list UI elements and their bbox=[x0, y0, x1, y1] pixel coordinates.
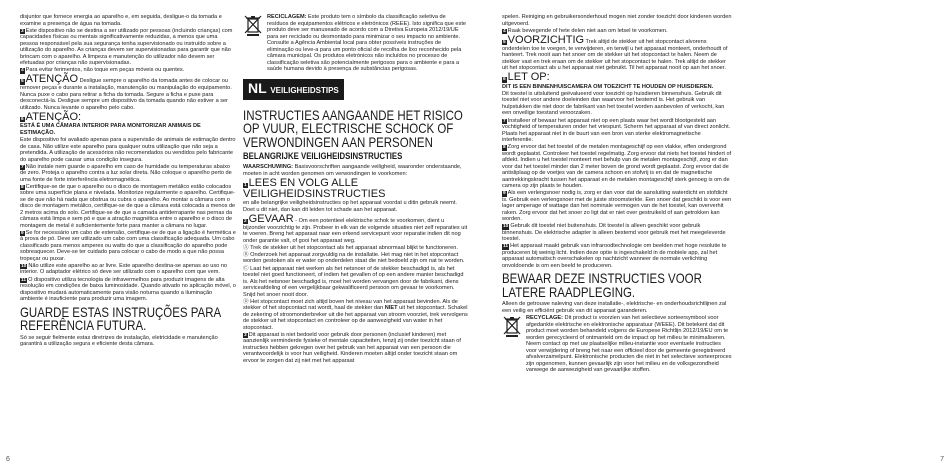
paragraph-text: Het apparaat maakt gebruik van infraroodtechnologie om beelden met hoge resolutie te produceren bij weinig licht. Indien deze optie is ingeschakeld in de mobiele app, zal het apparaat automatisch overschakelen op nachtzicht wanneer de normale verlichting onvoldoende is om een beeld te produceren. bbox=[502, 243, 727, 269]
paragraph-text: - Om een potentieel elektrische schok te voorkomen, dient u bijzonder voorzichtig te zijn. Probeer in elk van de volgende situaties niet zelf reparaties uit te voeren. Breng het apparaat naar een erkend servicepunt voor reparatie indien dit nog onder garantie valt, of gooi het apparaat weg. bbox=[243, 217, 468, 244]
paragraph-text: Laat het apparaat niet werken als het netsnoer of de stekker beschadigd is, als het toestel niet goed functioneert, of indien het gevallen of op een andere manier beschadigd is. Als het netsnoer beschadigd is, moet het worden vervangen door de fabrikant, diens serviceafdeling of een vergelijkbaar gekwalificeerd persoon om gevaar te voorkomen. Snijd het snoer nooit door. bbox=[243, 265, 464, 298]
item-number: 1 bbox=[244, 182, 247, 188]
language-code: NL bbox=[248, 79, 267, 96]
portuguese-column bbox=[20, 14, 236, 444]
item-number: 9 bbox=[21, 230, 24, 236]
item-number: 10 bbox=[21, 263, 27, 269]
paragraph bbox=[502, 144, 732, 190]
paragraph bbox=[502, 72, 732, 83]
keep-instructions-heading: BEWAAR DEZE INSTRUCTIES VOOR LATERE RAADPLEGING. bbox=[502, 270, 702, 300]
item-number: 5 bbox=[503, 39, 506, 45]
paragraph-text: Não utilize este aparelho ao ar livre. Este aparelho destina-se apenas ao uso no interior. O adaptador elétrico só deve ser utilizado com o aparelho com que vem. bbox=[20, 262, 228, 276]
recycling-text bbox=[526, 315, 732, 374]
paragraph bbox=[502, 118, 732, 144]
page-number-left: 6 bbox=[6, 456, 10, 463]
paragraph bbox=[243, 178, 468, 200]
item-number: 10 bbox=[503, 224, 509, 230]
danger-heading: GEVAAR bbox=[248, 212, 294, 225]
page-number-right: 7 bbox=[940, 456, 944, 463]
recycling-label: RECICLAGEM: bbox=[267, 14, 307, 20]
paragraph-text: Het stopcontact moet zich altijd boven het niveau van het apparaat bevinden. Als de stekker of het stopcontact nat wordt, haal de stekker dan bbox=[243, 298, 458, 312]
dutch-column-1 bbox=[243, 14, 468, 464]
item-number: 11 bbox=[503, 244, 509, 250]
paragraph bbox=[20, 277, 236, 303]
item-number: 3 bbox=[244, 332, 247, 338]
paragraph-text: uit het stopcontact. Schakel de zekering of stroomonderbreker uit die het apparaat van stroom voorziet, trek vervolgens de stekker uit het stopcontact en controleer op de aanwezigheid van water in het stopcontact. bbox=[243, 305, 468, 331]
recycling-label: RECYCLAGE: bbox=[526, 315, 563, 322]
paragraph-text: Não instale nem guarde o aparelho em caso de humidade ou temperaturas abaixo de zero. Proteja o aparelho contra a luz solar direta. Não coloque o aparelho perto de uma fonte de forte interferência eletromagnética. bbox=[20, 163, 232, 183]
item-number: 6 bbox=[503, 77, 506, 83]
crossed-bin-icon bbox=[502, 315, 522, 337]
camera-notice: DIT IS EEN BINNENHUISCAMERA OM TOEZICHT TE HOUDEN OP HUISDIEREN. bbox=[502, 83, 714, 90]
section-title: INSTRUCTIES AANGAANDE HET RISICO OP VUUR, ELECTRISCHE SCHOCK OF VERWONDINGEN AAN PERSONEN bbox=[243, 106, 463, 150]
paragraph bbox=[20, 74, 236, 111]
paragraph: disjuntor que fornece energia ao aparelho e, em seguida, desligue-o da tomada e examine a presença de água na tomada. bbox=[20, 14, 222, 27]
paragraph bbox=[502, 223, 732, 243]
paragraph bbox=[502, 35, 732, 72]
paragraph bbox=[243, 266, 468, 299]
paragraph: Só se seguir fielmente estas diretrizes de instalação, eletricidade e manutenção garantirá a utilização segura e eficiente desta câmara. bbox=[20, 334, 218, 348]
bullet-b-icon: Ⓑ bbox=[243, 251, 249, 258]
paragraph bbox=[20, 164, 236, 184]
item-number: 11 bbox=[21, 277, 27, 283]
bullet-d-icon: Ⓓ bbox=[243, 298, 249, 305]
paragraph-text: Desligue sempre o aparelho da tomada antes de colocar ou remover peças e durante a instalação, manutenção ou manipulação do equipamento. Nunca puxe o cabo para retirar a ficha da tomada. Segure a ficha e puxe para desconectá-la. Desligue sempre um dispositivo da tomada quando não estiver a ser utilizado. Nunca levante o aparelho pelo cabo. bbox=[20, 78, 232, 111]
paragraph bbox=[243, 252, 468, 265]
paragraph-text: Raak bewegende of hete delen niet aan om letsel te voorkomen. bbox=[507, 27, 668, 34]
paragraph bbox=[243, 164, 468, 177]
warning-label: WAARSCHUWING: bbox=[243, 164, 294, 170]
badge-subtitle: VEILIGHEIDSTIPS bbox=[270, 85, 339, 95]
paragraph-text: O dispositivo utiliza tecnologia de infravermelhos para produzir imagens de alta resolução em condições de baixa luminosidade. Quando ativado no aplicação móvel, o dispositivo mudará automaticamente para visão noturna quando a iluminação ambiente é insuficiente para produzir uma imagem. bbox=[20, 276, 236, 303]
item-number: 9 bbox=[503, 191, 506, 197]
item-number: 2 bbox=[244, 218, 247, 224]
bullet-c-icon: Ⓒ bbox=[243, 265, 249, 272]
warning-heading: ATENÇÃO bbox=[25, 73, 79, 86]
paragraph-text: Este dispositivo não se destina a ser utilizado por pessoas (incluindo crianças) com capacidades físicas ou mentais significativamente reduzidas, a menos que uma pessoa responsável pela sua segurança tenha supervisionado ou instruído sobre a utilização do aparelho. As crianças devem ser supervisionadas para garantir que não brincam com o aparelho. A limpeza e manutenção do utilizador não devem ser efetuadas por crianças não supervisionadas. bbox=[20, 27, 233, 67]
paragraph-text: Para evitar ferimentos, não toque em peças móveis ou quentes. bbox=[25, 67, 185, 74]
read-all-heading: LEES EN VOLG ALLE VEILIGHEIDSINSTRUCTIES bbox=[243, 176, 386, 200]
recycling-body: Dit product is voorzien van het selectieve sorteersymbool voor afgedankte elektrische en elektronische apparatuur (WEEE). Dit betekent dat dit product moet worden behandeld volgens de Europese Richtlijn 2012/19/EU om te worden gerecycleerd of ontmanteld om de impact op het milieu te minimaliseren. Neem contact op met uw plaatselijke milieu-instantie voor eventuele instructies voor verwijdering of breng het naar een officieel door de gemeente geregistreerd afvalverzamelpunt. Elektronische producten die niet in het selectieve sorteerproces zijn opgenomen, kunnen gevaarlijk zijn voor het milieu en de volksgezondheid vanwege de aanwezigheid van gevaarlijke stoffen. bbox=[526, 315, 732, 374]
paragraph-text: Dit apparaat is niet bedoeld voor gebruik door personen (inclusief kinderen) met aanzienlijk verminderde fysieke of mentale capaciteiten, tenzij zij onder toezicht staan of instructies hebben gekregen over het gebruik van het apparaat van een persoon die verantwoordelijk is voor hun veiligheid. Kinderen moeten altijd onder toezicht staan om ervoor te zorgen dat zij niet met het apparaat bbox=[243, 331, 461, 364]
recycling-block bbox=[243, 14, 468, 73]
item-number: 3 bbox=[21, 28, 24, 34]
paragraph bbox=[243, 299, 468, 332]
paragraph-text: Zorg ervoor dat het toestel of de metalen montageschijf op een vlakke, effen ondergrond wordt geplaatst. Controleer het toestel regelmatig. Zorg ervoor dat niets het toestel hindert of afdekt. Indien u het toestel monteert met behulp van de metalen montageschijf, zorg er dan voor dat het toestel minder dan 2 meter boven de grond wordt geplaatst. Zorg ervoor dat de antisliplaag op de voetjes van de camera schoon en stofvrij is en dat de magnetische aantrekkingskracht tussen het apparaat en de metalen montageschijf sterk genoeg is om de camera op zijn plaats te houden. bbox=[502, 144, 732, 190]
item-number: 8 bbox=[503, 145, 506, 151]
paragraph: Este dispositivo foi avaliado apenas para a supervisão de animais de estimação dentro de casa. Não utilize este aparelho para qualquer outra utilização que não seja a pretendida. A utilização de acessórios não recomendados ou vendidos pelo fabricante do aparelho pode causar uma condição insegura. bbox=[20, 137, 236, 163]
paragraph-text: Onderzoek het apparaat zorgvuldig na de installatie. Het mag niet in het stopcontact worden gestoken als er water op onderdelen staat die niet bedoeld zijn om nat te worden. bbox=[243, 251, 465, 265]
paragraph bbox=[502, 243, 732, 269]
recycling-text bbox=[267, 14, 468, 73]
paragraph bbox=[502, 190, 732, 223]
paragraph bbox=[243, 214, 468, 245]
emphasis: NIET bbox=[384, 305, 398, 312]
item-number: 5 bbox=[21, 79, 24, 85]
paragraph-text: Als een verlengsnoer nodig is, zorg er dan voor dat de aansluiting waterdicht en stofdicht is. Gebruik een verlengsnoer met de juiste stroomsterkte. Een snoer dat geschikt is voor een lager amperage of wattage dan het nominale vermogen van de het toestel, kan oververhit raken. Zorg ervoor dat het snoer zo ligt dat er niet over gestruikeld of aan getrokken kan worden. bbox=[502, 190, 732, 223]
paragraph-text: Certifique-se de que o aparelho ou o disco de montagem metálico estão colocados sobre uma superfície plana e nivelada. Monitorize regularmente o aparelho. Certifique-se de que não há nada que obstrua ou cubra o aparelho. Ao montar a câmara com o disco de montagem metálico, certifique-se de que a câmara está colocada a menos de 2 metros acima do solo. Certifique-se de que a camada antiderrapante nas pernas da câmara está limpa e sem pó e que a atração magnética entre o aparelho e o disco de montagem de metal é suficientemente forte para manter a câmara no lugar. bbox=[20, 183, 236, 229]
paragraph bbox=[20, 263, 236, 276]
recycling-body: Este produto tem o símbolo da classificação seletiva de resíduos de equipamentos elétricos e eletrónicos (REEE). Isto significa que este produto deve ser manuseado de acordo com a Diretiva Europeia 2012/19/UE para ser reciclado ou desmontado para minimizar o seu impacto no ambiente. Consulte a Agência Ambiental local para obter possíveis instruções de eliminação ou leve-a para um ponto oficial de recolha de lixo reconhecido pela câmara municipal. Os produtos eletrónicos não incluídos no processo de classificação seletiva são potencialmente perigosos para o ambiente e para a saúde humana devido à presença de substâncias perigosas. bbox=[267, 14, 466, 72]
paragraph bbox=[243, 245, 468, 252]
item-number: 4 bbox=[503, 28, 506, 34]
paragraph-text: Gebruik dit toestel niet buitenshuis. Dit toestel is alleen geschikt voor gebruik binnenshuis. De elektrische adapter is alleen bestemd voor gebruik met het meegeleverde toestel. bbox=[502, 223, 726, 243]
section-subtitle: BELANGRIJKE VEILIGHEIDSINSTRUCTIES bbox=[243, 151, 403, 162]
paragraph bbox=[20, 184, 236, 230]
item-number: 6 bbox=[21, 116, 24, 122]
paragraph: Alleen de getrouwe naleving van deze installatie-, elektrische- en onderhoudsrichtlijnen zal een veilig en efficiënt gebruik van dit apparaat garanderen. bbox=[502, 301, 727, 314]
keep-instructions-heading: GUARDE ESTAS INSTRUÇÕES PARA REFERÊNCIA FUTURA. bbox=[20, 303, 221, 334]
paragraph: en alle belangrijke veiligheidsinstructies op het apparaat voordat u ditin gebruik neemt. Doet u dit niet, dan kan dit leiden tot schade aan het apparaat. bbox=[243, 200, 457, 213]
caution-heading: VOORZICHTIG bbox=[507, 33, 585, 46]
attention-heading: LET OP: bbox=[507, 71, 550, 84]
paragraph-text: Installeer of bewaar het apparaat niet op een plaats waar het wordt blootgesteld aan vochtigheid of temperaturen onder het vriespunt. Scherm het apparaat af van direct zonlicht. Plaats het apparaat niet in de buurt van een bron van sterke elektromagnetische interferentie. bbox=[502, 117, 731, 144]
paragraph bbox=[20, 230, 236, 263]
item-number: 7 bbox=[503, 118, 506, 124]
item-number: 8 bbox=[21, 184, 24, 190]
paragraph bbox=[20, 28, 236, 67]
paragraph-text: Trek altijd de stekker uit het stopcontact alvorens onderdelen toe te voegen, te verwijderen, en terwijl u het apparaat monteert, onderhoudt of hanteert. Trek nooit aan het snoer om de stekker uit het stopcontact te halen. Neem de stekker vast en trek eraan om de stekker uit het stopcontact te halen. Trek altijd de stekker uit het stopcontact als u het apparaat niet gebruikt. Til het apparaat nooit op aan het snoer. bbox=[502, 38, 728, 72]
item-number: 4 bbox=[21, 68, 24, 74]
paragraph-text: Trek de stekker uit het stopcontact als het apparaat abnormaal blijkt te functioneren. bbox=[250, 244, 458, 251]
language-badge bbox=[243, 79, 344, 100]
bullet-a-icon: Ⓐ bbox=[243, 244, 249, 251]
item-number: 7 bbox=[21, 164, 24, 170]
paragraph bbox=[20, 112, 236, 123]
paragraph-text: Se for necessário um cabo de extensão, certifique-se de que a ligação é hermética e à prova de pó. Deve ser utilizado um cabo com uma classificação adequada. Um cabo classificado para menos amperes ou watts do que a classificação do aparelho pode sobreaquecer. Deve-se ter cuidado para colocar o cabo de modo a que não possa tropeçar ou puxar. bbox=[20, 229, 236, 262]
warning-heading: ATENÇÃO: bbox=[25, 110, 82, 123]
paragraph: Dit toestel is uitsluitend geëvalueerd voor toezicht op huisdieren binnenshuis. Gebruik dit toestel niet voor andere doeleinden dan waarvoor het bestemd is. Het gebruik van hulpstukken die niet door de fabrikant van het toestel worden aanbevolen of verkocht, kan een onveilige toestand veroorzaken. bbox=[502, 90, 725, 117]
paragraph bbox=[243, 332, 468, 365]
paragraph-text: Basisvoorschriften aangaande veiligheid, waaronder onderstaande, moeten in acht worden genomen om verwondingen te voorkomen: bbox=[243, 164, 462, 177]
crossed-bin-icon bbox=[243, 14, 263, 36]
dutch-column-2 bbox=[502, 14, 732, 464]
paragraph: spelen. Reiniging en gebruikersonderhoud mogen niet zonder toezicht door kinderen worden uitgevoerd. bbox=[502, 14, 732, 27]
recycling-block bbox=[502, 315, 732, 374]
camera-notice: ESTÁ É UMA CÂMARA INTERIOR PARA MONITORIZAR ANIMAIS DE ESTIMAÇÃO. bbox=[20, 123, 201, 136]
